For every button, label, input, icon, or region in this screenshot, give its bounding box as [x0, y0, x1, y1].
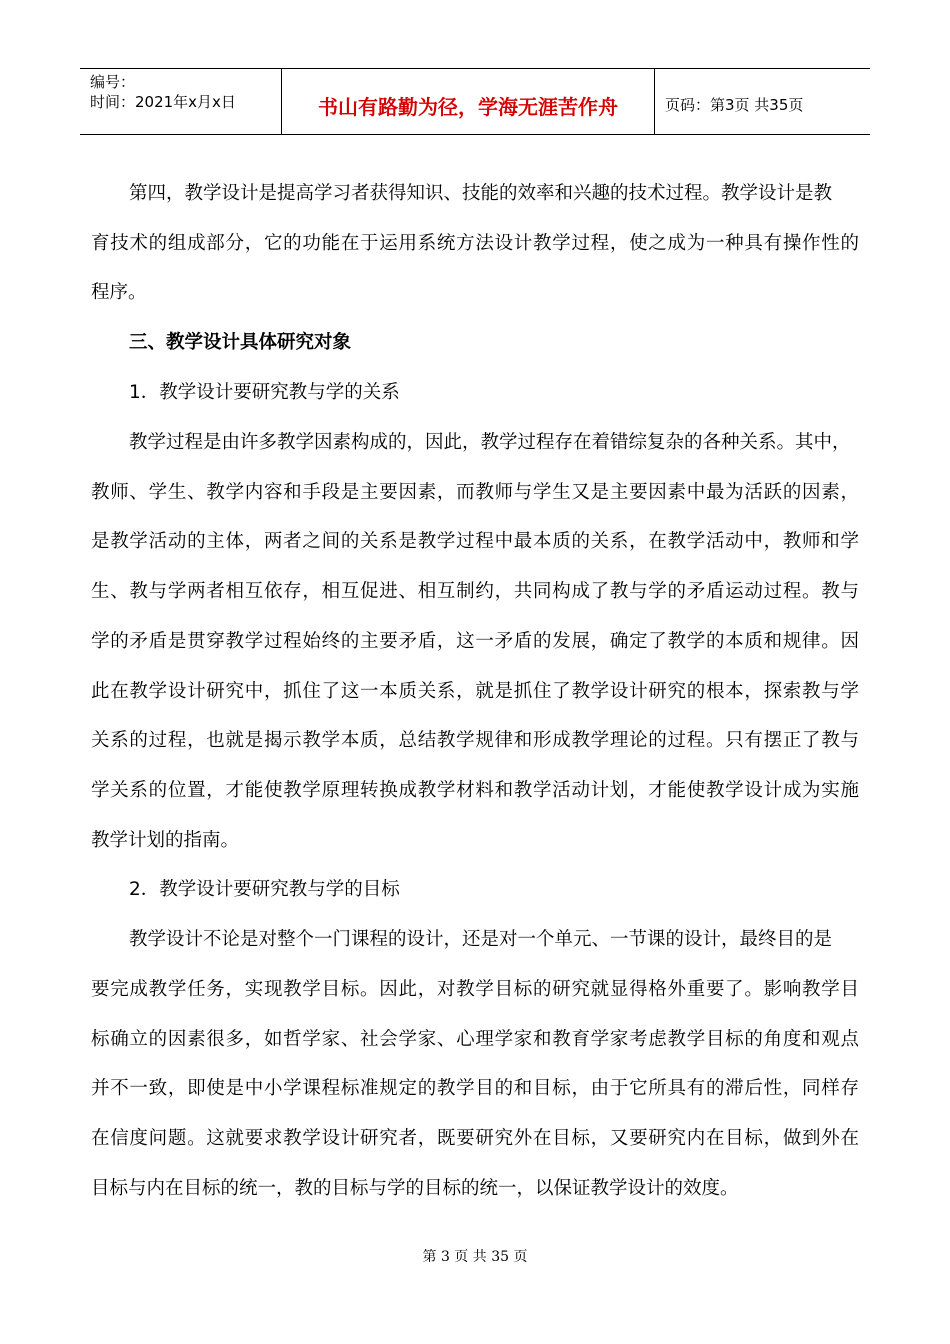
paragraph-line: 教学设计不论是对整个一门课程的设计，还是对一个单元、一节课的设计，最终目的是 — [129, 929, 833, 950]
paragraph-line: 程序。 — [91, 282, 147, 303]
header-motto-cell — [282, 69, 655, 134]
paragraph-line: 第四，教学设计是提高学习者获得知识、技能的效率和兴趣的技术过程。教学设计是教 — [129, 183, 833, 204]
paragraph-line: 学关系的位置，才能使教学原理转换成教学材料和教学活动计划，才能使教学设计成为实施 — [91, 780, 859, 801]
header-motto: 书山有路勤为径，学海无涯苦作舟 — [318, 95, 618, 119]
page-footer: 第 3 页 共 35 页 — [422, 1249, 528, 1265]
header-page-info: 页码：第3页 共35页 — [665, 96, 804, 114]
paragraph-line: 教学过程是由许多教学因素构成的，因此，教学过程存在着错综复杂的各种关系。其中， — [129, 432, 851, 453]
subsection-heading: 2．教学设计要研究教与学的目标 — [129, 879, 400, 900]
paragraph-line: 并不一致，即使是中小学课程标准规定的教学目的和目标，由于它所具有的滞后性，同样存 — [91, 1078, 859, 1099]
header-meta-cell — [80, 69, 282, 134]
paragraph-line: 此在教学设计研究中，抓住了这一本质关系，就是抓住了教学设计研究的根本，探索教与学 — [91, 681, 859, 702]
paragraph-line: 育技术的组成部分，它的功能在于运用系统方法设计教学过程，使之成为一种具有操作性的 — [91, 233, 859, 254]
paragraph-line: 关系的过程，也就是揭示教学本质，总结教学规律和形成教学理论的过程。只有摆正了教与 — [91, 730, 859, 751]
paragraph-line: 是教学活动的主体，两者之间的关系是教学过程中最本质的关系，在教学活动中，教师和学 — [91, 531, 859, 552]
document-number-label: 编号： — [90, 73, 136, 91]
paragraph-line: 学的矛盾是贯穿教学过程始终的主要矛盾，这一矛盾的发展，确定了教学的本质和规律。因 — [91, 631, 859, 652]
subsection-heading: 1．教学设计要研究教与学的关系 — [129, 382, 400, 403]
paragraph-line: 目标与内在目标的统一，教的目标与学的目标的统一，以保证教学设计的效度。 — [91, 1178, 739, 1199]
paragraph-line: 要完成教学任务，实现教学目标。因此，对教学目标的研究就显得格外重要了。影响教学目 — [91, 979, 859, 1000]
section-heading: 三、教学设计具体研究对象 — [129, 332, 352, 353]
paragraph-line: 教学计划的指南。 — [91, 830, 240, 851]
header-page-cell — [655, 69, 870, 134]
document-date: 时间：2021年x月x日 — [90, 93, 236, 111]
paragraph-line: 标确立的因素很多，如哲学家、社会学家、心理学家和教育学家考虑教学目标的角度和观点 — [91, 1029, 859, 1050]
paragraph-line: 生、教与学两者相互依存，相互促进、相互制约，共同构成了教与学的矛盾运动过程。教与 — [91, 581, 859, 602]
paragraph-line: 在信度问题。这就要求教学设计研究者，既要研究外在目标，又要研究内在目标，做到外在 — [91, 1128, 859, 1149]
page-header — [80, 68, 870, 135]
paragraph-line: 教师、学生、教学内容和手段是主要因素，而教师与学生又是主要因素中最为活跃的因素， — [91, 482, 859, 503]
